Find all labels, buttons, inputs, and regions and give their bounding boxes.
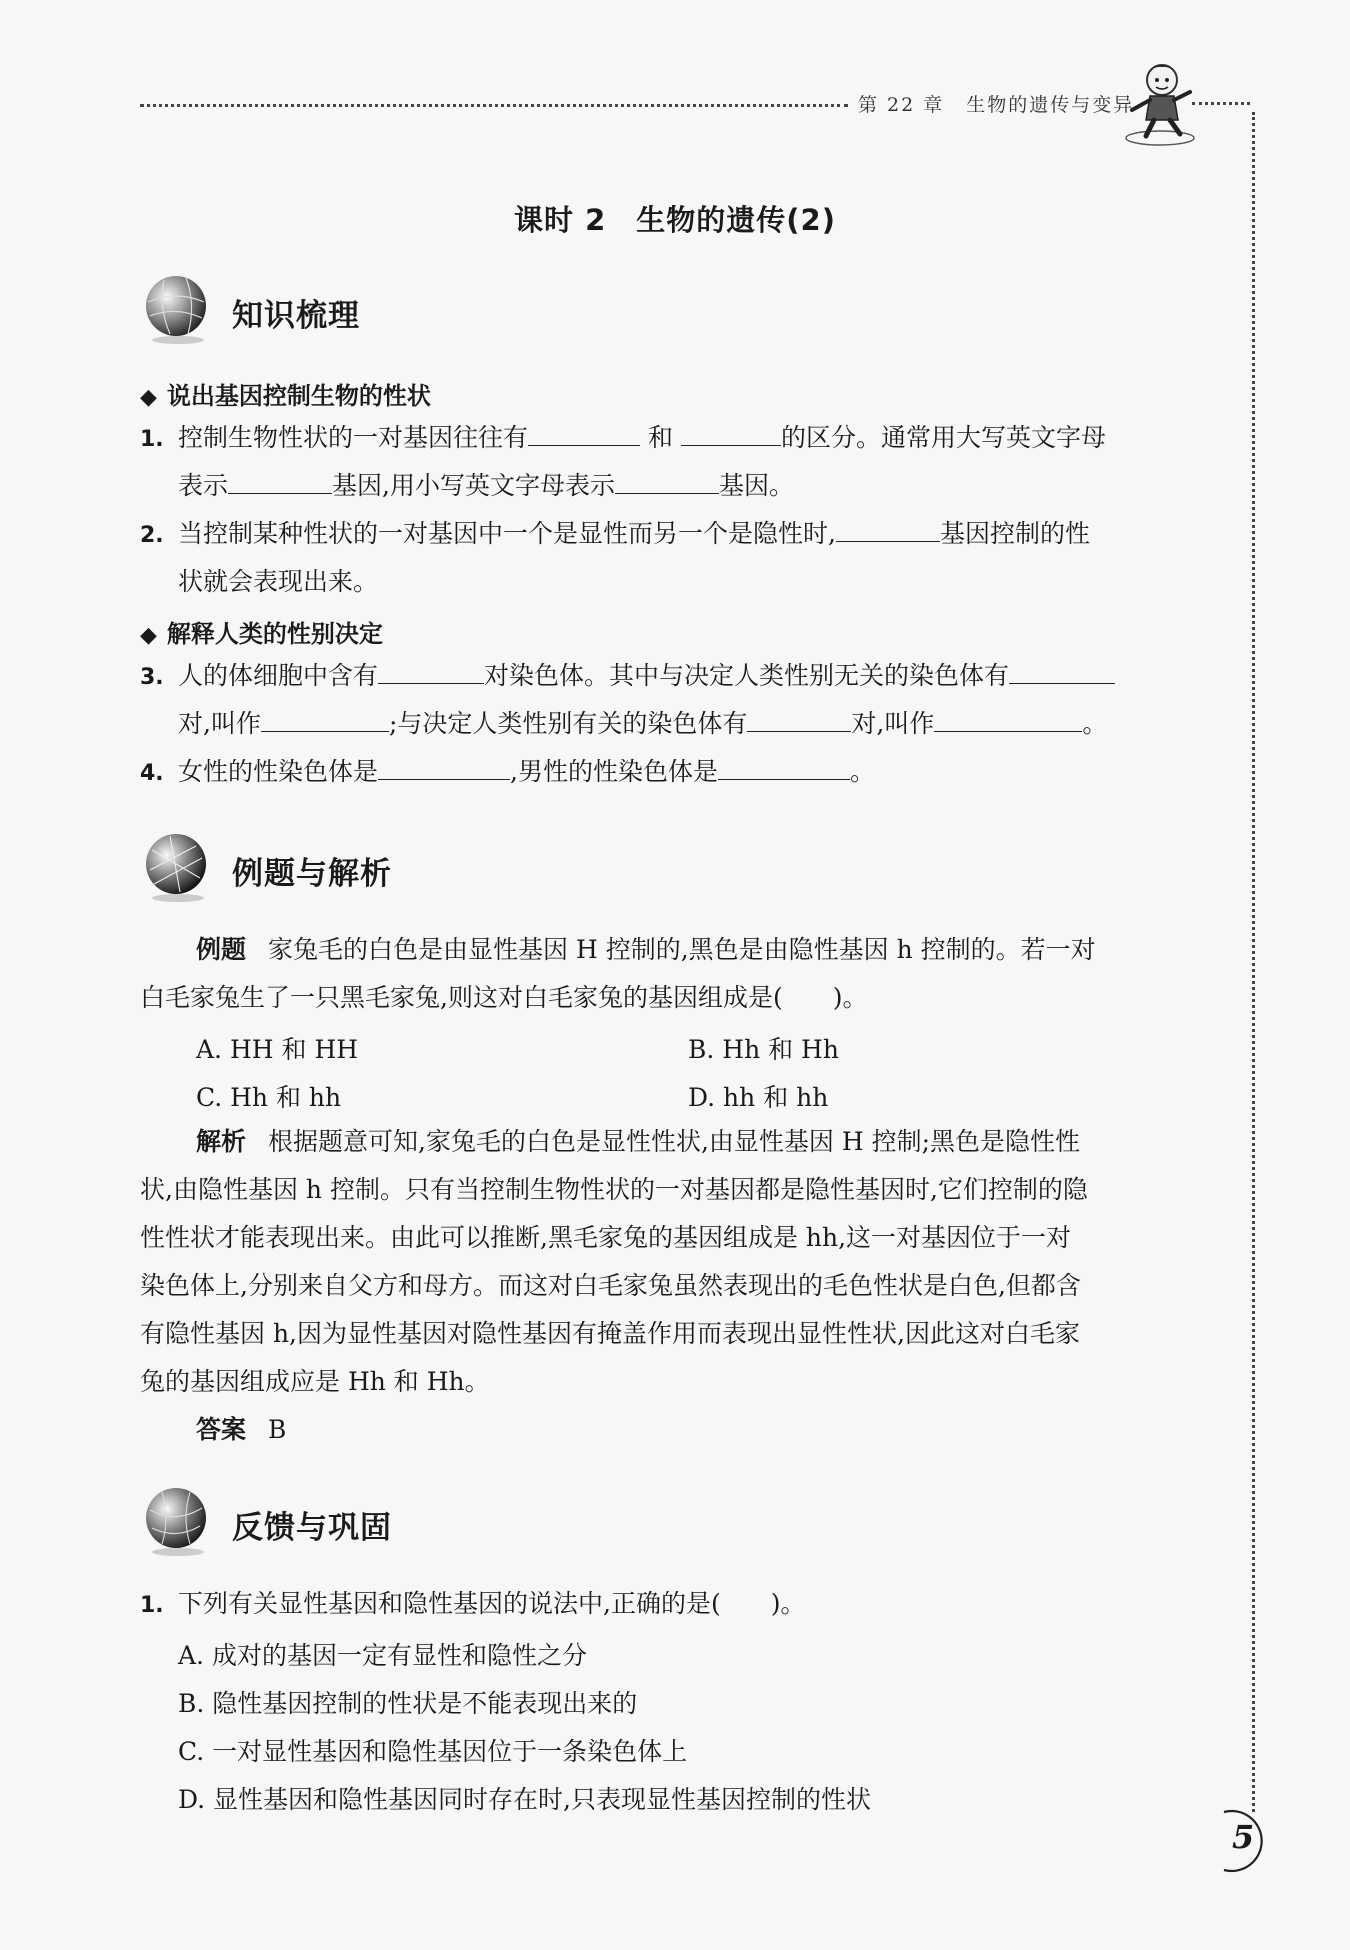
page-number: 5 (1232, 1818, 1255, 1856)
feedback-option-b: B. 隐性基因控制的性状是不能表现出来的 (178, 1689, 638, 1718)
subheading-text: 解释人类的性别决定 (166, 620, 383, 648)
text: 家兔毛的白色是由显性基因 H 控制的,黑色是由隐性基因 h 控制的。若一对 (268, 935, 1096, 964)
text: 的区分。通常用大写英文字母 (781, 423, 1107, 452)
feedback-option-d: D. 显性基因和隐性基因同时存在时,只表现显性基因控制的性状 (178, 1785, 871, 1814)
example-line-2 (140, 982, 867, 1014)
analysis-line-4: 染色体上,分别来自父方和母方。而这对白毛家兔虽然表现出的毛色性状是白色,但都含 (140, 1271, 1081, 1300)
answer-blank[interactable] (718, 757, 850, 780)
example-line-1 (196, 934, 1096, 966)
feedback-option-c: C. 一对显性基因和隐性基因位于一条染色体上 (178, 1737, 688, 1766)
example-option-d: D. hh 和 hh (688, 1083, 829, 1112)
analysis-line-3: 性性状才能表现出来。由此可以推断,黑毛家兔的基因组成是 hh,这一对基因位于一对 (140, 1223, 1072, 1252)
globe-icon (140, 272, 214, 346)
answer-blank[interactable] (681, 423, 781, 446)
header-dotted-line (140, 104, 848, 107)
text: 对,叫作 (851, 709, 935, 738)
feedback-option-a: A. 成对的基因一定有显性和隐性之分 (178, 1641, 587, 1670)
analysis-line-5: 有隐性基因 h,因为显性基因对隐性基因有掩盖作用而表现出显性性状,因此这对白毛家 (140, 1319, 1080, 1348)
text: 基因控制的性 (939, 519, 1090, 548)
text: 表示 (178, 471, 229, 500)
section-title-feedback: 反馈与巩固 (232, 1510, 392, 1546)
text: ,男性的性染色体是 (510, 757, 718, 786)
example-option-a: A. HH 和 HH (196, 1035, 359, 1064)
answer-line (196, 1414, 286, 1446)
mascot-illustration (1120, 58, 1198, 148)
question-number: 1. (140, 427, 164, 452)
question-number: 4. (140, 761, 164, 786)
question-number: 2. (140, 523, 164, 548)
example-label: 例题 (196, 935, 247, 964)
text: 和 (648, 423, 674, 452)
margin-dotted-line (1252, 112, 1255, 1812)
text: 对,叫作 (178, 709, 261, 738)
chapter-label: 第 22 章 (858, 94, 945, 116)
question-3-line-1 (140, 660, 1115, 694)
text: 控制生物性状的一对基因往往有 (178, 423, 529, 452)
answer-value: B (268, 1415, 287, 1444)
question-1-line-1 (140, 422, 1106, 456)
answer-blank[interactable] (378, 757, 510, 780)
text: 下列有关显性基因和隐性基因的说法中,正确的是( )。 (178, 1589, 806, 1618)
answer-blank[interactable] (934, 709, 1082, 732)
globe-icon (140, 1484, 214, 1558)
answer-blank[interactable] (378, 661, 484, 684)
answer-blank[interactable] (836, 519, 940, 542)
subheading-sex-determination (140, 614, 383, 649)
text: 状就会表现出来。 (178, 567, 379, 596)
running-header (858, 90, 1156, 117)
analysis-line-6: 兔的基因组成应是 Hh 和 Hh。 (140, 1367, 490, 1396)
question-1-line-2 (178, 470, 794, 502)
header-dotted-line-right (1192, 102, 1250, 105)
example-option-b: B. Hh 和 Hh (688, 1035, 839, 1064)
answer-blank[interactable] (528, 423, 640, 446)
diamond-bullet-icon: ◆ (140, 385, 157, 410)
text: ;与决定人类性别有关的染色体有 (388, 709, 748, 738)
diamond-bullet-icon: ◆ (140, 623, 157, 648)
question-4 (140, 756, 875, 790)
answer-blank[interactable] (615, 471, 719, 494)
analysis-line-2: 状,由隐性基因 h 控制。只有当控制生物性状的一对基因都是隐性基因时,它们控制的隐 (140, 1175, 1088, 1204)
text: 人的体细胞中含有 (178, 661, 379, 690)
text: 。 (1082, 709, 1108, 738)
text: 女性的性染色体是 (178, 757, 379, 786)
question-3-line-2 (178, 708, 1107, 740)
lesson-label: 课时 2 (514, 203, 607, 237)
analysis-line-1 (196, 1126, 1080, 1158)
section-title-example: 例题与解析 (232, 856, 392, 892)
question-2-line-1 (140, 518, 1090, 552)
text: 基因,用小写英文字母表示 (332, 471, 615, 500)
globe-icon (140, 830, 214, 904)
section-title-knowledge: 知识梳理 (232, 298, 360, 334)
chapter-title: 生物的遗传与变异 (966, 94, 1135, 116)
answer-blank[interactable] (228, 471, 332, 494)
answer-blank[interactable] (747, 709, 851, 732)
text: 根据题意可知,家兔毛的白色是显性性状,由显性基因 H 控制;黑色是隐性性 (268, 1127, 1081, 1156)
text: 对染色体。其中与决定人类性别无关的染色体有 (484, 661, 1010, 690)
subheading-text: 说出基因控制生物的性状 (166, 382, 431, 410)
example-option-c: C. Hh 和 hh (196, 1083, 342, 1112)
question-number: 1. (140, 1593, 164, 1618)
text: 当控制某种性状的一对基因中一个是显性而另一个是隐性时, (178, 519, 836, 548)
question-number: 3. (140, 665, 164, 690)
answer-blank[interactable] (261, 709, 389, 732)
answer-label: 答案 (196, 1415, 247, 1444)
lesson-title (0, 198, 1350, 239)
analysis-label: 解析 (196, 1127, 247, 1156)
question-2-line-2 (178, 566, 378, 598)
answer-blank[interactable] (1009, 661, 1115, 684)
feedback-question-1 (140, 1588, 805, 1622)
text: 基因。 (718, 471, 794, 500)
subheading-gene-control (140, 376, 431, 411)
text: 白毛家兔生了一只黑毛家兔,则这对白毛家兔的基因组成是( )。 (140, 983, 868, 1012)
lesson-name: 生物的遗传(2) (636, 203, 836, 237)
text: 。 (849, 757, 875, 786)
